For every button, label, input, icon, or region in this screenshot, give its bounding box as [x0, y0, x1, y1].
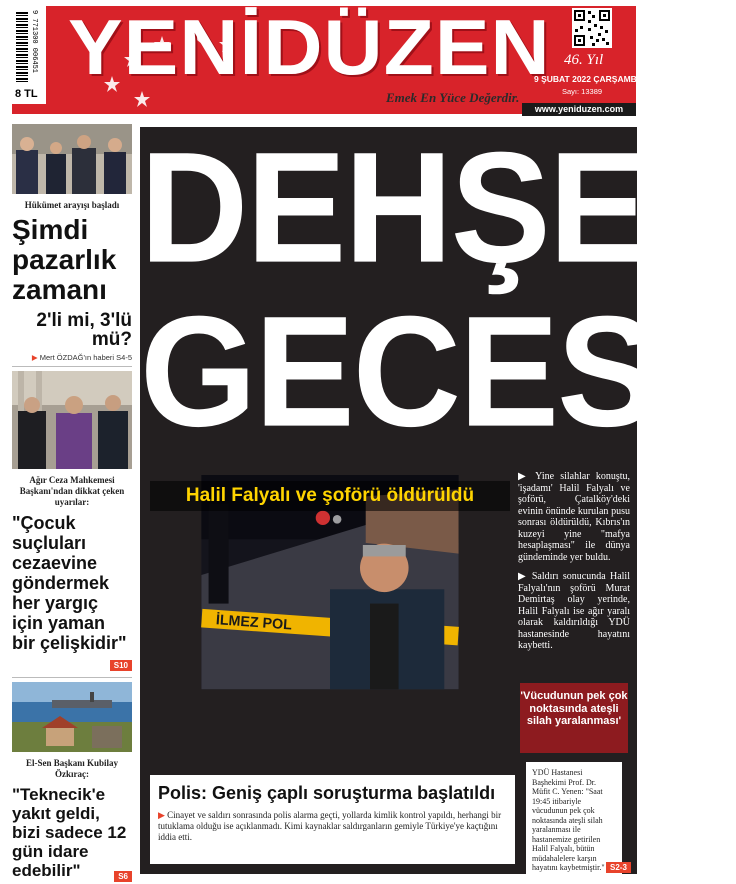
story1-headline[interactable]: Şimdi pazarlık zamanı [12, 214, 117, 305]
quote-body: YDÜ Hastanesi Başhekimi Prof. Dr. Müfit C. Yenen: "Saat 19:45 itibariyle vücudunun pek çok noktasında ateşli silah yaralanması ile hastanemize getirilen Halil Falyalı, bütün müdahalelere karşın hayatını kaybetmiştir." [526, 762, 622, 877]
side-paragraph-1 [518, 471, 630, 563]
story3-page-tag[interactable]: S6 [114, 871, 132, 882]
story1-byline-text: Mert ÖZDAĞ'ın haberi S4-5 [39, 353, 132, 362]
courthouse-illustration [12, 371, 132, 469]
police-story-headline[interactable]: Polis: Geniş çaplı soruşturma başlatıldı [158, 783, 496, 803]
left-column [12, 124, 132, 881]
politicians-illustration [12, 124, 132, 194]
story2-page-tag[interactable]: S10 [110, 660, 132, 671]
story1-kicker: Hükümet arayışı başladı [24, 200, 120, 210]
police-story-body: Cinayet ve saldırı sonrasında polis alarma geçti, yollarda kimlik kontrol yapıldı, herhangi bir tutuklama olduğu ise açıklanmadı. Kimi kaynaklar saldırganların gemiyle Türkiye'ye kaçtığını iddia etti. [158, 810, 502, 842]
story2-headline[interactable]: "Çocuk suçluları cezaevine göndermek her yargıç için yaman bir çelişkidir" [12, 513, 127, 653]
side-paragraph-2 [518, 571, 630, 652]
slogan: Emek En Yüce Değerdir. [386, 90, 520, 105]
photo-caption[interactable]: Halil Falyalı ve şoförü öldürüldü [150, 481, 510, 511]
police-tape-text: İLMEZ POL [215, 612, 293, 634]
issue-date: 9 ŞUBAT 2022 ÇARŞAMBA [534, 74, 643, 84]
power-plant-photo [12, 682, 132, 752]
story1-subheadline: 2'li mi, 3'lü mü? [36, 310, 132, 350]
masthead [12, 3, 643, 114]
police-story-text [158, 810, 507, 843]
divider [12, 366, 132, 367]
price-label: 8 TL [15, 88, 38, 100]
issue-info [534, 6, 643, 114]
arrow-icon: ▶ [518, 571, 532, 582]
courthouse-photo [12, 371, 132, 469]
arrow-icon: ▶ [158, 810, 168, 820]
side-paragraph-2-text: Saldırı sonucunda Halil Falyalı'nın şoförü Murat Demirtaş olay yerinde, Halil Falyalı ise ağır yaralı olarak kaldırıldığı YDÜ hastanesinde hayatını kaybetti. [518, 571, 630, 651]
story3-kicker: El-Sen Başkanı Kubilay Özkıraç: [25, 758, 119, 779]
main-headline-line1[interactable]: DEHŞET [140, 118, 736, 296]
main-page-wrap [606, 857, 631, 875]
side-paragraph-1-text: Yine silahlar konuştu, 'işadamı' Halil Falyalı ve şoförü, Çatalköy'deki evinin önünde kurulan pusu sonrası öldürüldü, Kıbrıs'ın kuzeyi yine "mafya hesaplaşması" ile dünya gündeminde yer buldu. [518, 471, 630, 563]
issue-number: Sayı: 13389 [562, 87, 603, 96]
arrow-icon: ▶ [518, 471, 536, 482]
barcode-digits: 9 771300 006451 [30, 10, 38, 74]
divider [12, 677, 132, 678]
qr-code-icon [572, 8, 612, 48]
website-link[interactable]: www.yeniduzen.com [522, 103, 636, 116]
side-text-column [518, 471, 630, 660]
police-story-box [150, 775, 515, 864]
quote-title-box: 'Vücudunun pek çok noktasında ateşli silah yaralanması' [520, 683, 628, 753]
main-story-panel [140, 118, 736, 874]
politicians-photo [12, 124, 132, 194]
story3-headline[interactable]: "Teknecik'e yakıt geldi, bizi sadece 12 gün idare edebilir" [12, 785, 127, 880]
barcode-bars [16, 12, 28, 82]
power-plant-illustration [12, 682, 132, 752]
main-page-tag[interactable]: S2-3 [606, 862, 631, 873]
story2-page-wrap [12, 655, 132, 673]
arrow-icon: ▶ [31, 353, 38, 362]
story2-kicker: Ağır Ceza Mahkemesi Başkanı'ndan dikkat çeken uyarılar: [19, 475, 125, 507]
anniversary-year: 46. Yıl [564, 52, 604, 68]
crime-scene-photo [150, 475, 510, 775]
main-headline-line2[interactable]: GECESİ [140, 282, 695, 460]
newspaper-logo[interactable]: YENİDÜZEN [68, 3, 551, 91]
story1-byline [12, 353, 132, 362]
